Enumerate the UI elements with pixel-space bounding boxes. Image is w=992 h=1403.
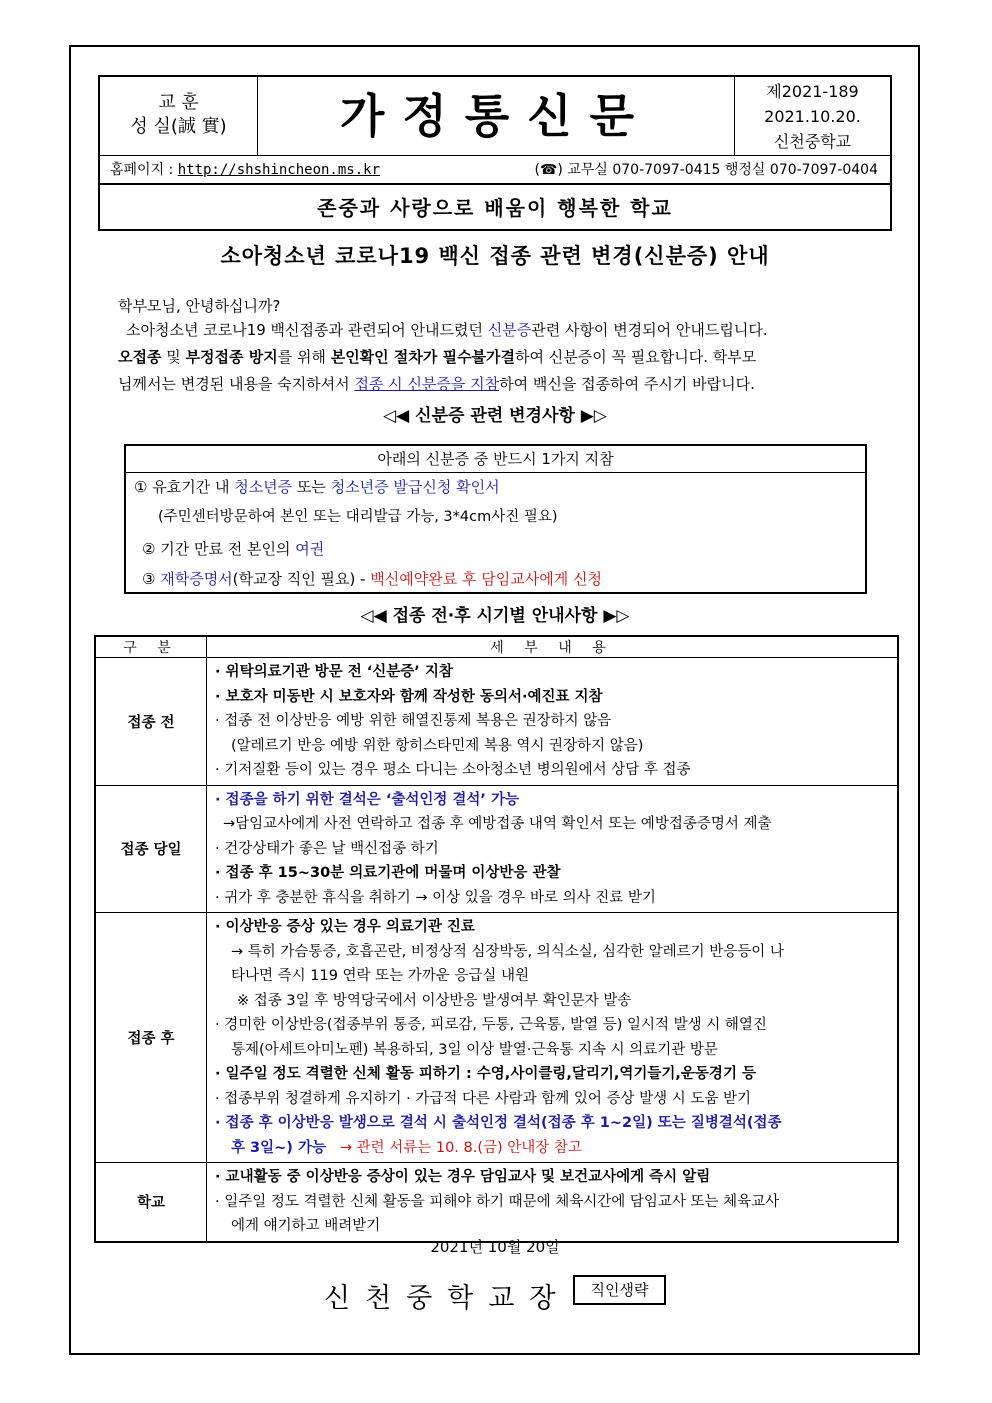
- id-option-1: [134, 476, 500, 498]
- list-item: → 특히 가슴통증, 호흡곤란, 비정상적 심장박동, 의식소실, 심각한 알레르기 반응등이 나: [231, 943, 784, 960]
- list-item: 통제(아세트아미노펜) 복용하되, 3일 이상 발열·근육통 지속 시 의료기관 방문: [231, 1041, 718, 1058]
- section-heading-id-changes: ◁◀ 신분증 관련 변경사항 ▶▷: [383, 406, 607, 426]
- list-item: · 일주일 정도 격렬한 신체 활동 피하기 : 수영,사이클링,달리기,역기들기,운동경기 등: [215, 1066, 757, 1082]
- list-item: · 접종 전 이상반응 예방 위한 해열진통제 복용은 권장하지 않음: [215, 713, 612, 729]
- text-span: 후 3일~) 가능: [231, 1139, 326, 1156]
- issue-number: 제2021-189: [766, 82, 859, 101]
- list-item: 에게 얘기하고 배려받기: [231, 1218, 381, 1234]
- id-box-heading: 아래의 신분증 중 반드시 1가지 지참: [126, 446, 865, 473]
- youth-card-application: 청소년증 발급신청 확인서: [330, 478, 500, 496]
- passport: 여권: [295, 540, 325, 558]
- list-item: · 귀가 후 충분한 휴식을 취하기 → 이상 있을 경우 바로 의사 진료 받기: [215, 889, 656, 906]
- vaccination-guide-table: [94, 635, 899, 1243]
- text-span: 또는: [292, 478, 331, 496]
- list-item: · 건강상태가 좋은 날 백신접종 하기: [215, 840, 439, 857]
- list-item: →담임교사에게 사전 연락하고 접종 후 예방접종 내역 확인서 또는 예방접종증명서 제출: [223, 816, 772, 832]
- seal-omitted-stamp: 직인생략: [573, 1275, 666, 1305]
- text-span: 를 위해: [277, 348, 331, 366]
- homepage: [110, 156, 380, 185]
- greeting: 학부모님, 안녕하십니까?: [118, 297, 281, 315]
- bold-misvaccination: 오접종: [118, 348, 162, 366]
- issue-date: 2021.10.20.: [764, 107, 861, 126]
- letter-header: [98, 75, 892, 231]
- list-item: · 접종부위 청결하게 유지하기 · 가급적 다른 사람과 함께 있어 증상 발생 시 도움 받기: [215, 1090, 751, 1107]
- related-docs-note: → 관련 서류는 10. 8.(금) 안내장 참고: [339, 1139, 582, 1156]
- list-item: · 보호자 미동반 시 보호자와 함께 작성한 동의서·예진표 지참: [215, 688, 603, 705]
- intro-paragraph-line3: [118, 371, 888, 398]
- highlight-id-card: 신분증: [487, 321, 532, 339]
- list-item: · 접종 후 15~30분 의료기관에 머물며 이상반응 관찰: [215, 865, 561, 881]
- motto-value: 성 실(誠 實): [130, 116, 227, 137]
- list-item: · 접종 후 이상반응 발생으로 결석 시 출석인정 결석(접종 후 1~2일) 또는 질병결석(접종: [215, 1115, 782, 1131]
- id-requirements-box: [124, 444, 867, 594]
- intro-paragraph-line2: [118, 344, 888, 371]
- table-row-before: [95, 658, 898, 786]
- row-details-school: [207, 1163, 899, 1242]
- text-span: ② 기간 만료 전 본인의: [142, 540, 296, 558]
- text-span: 관련 사항이 변경되어 안내드립니다.: [531, 321, 768, 339]
- homepage-link[interactable]: http://shshincheon.ms.kr: [177, 162, 381, 178]
- list-item: · 일주일 정도 격렬한 신체 활동을 피해야 하기 때문에 체육시간에 담임교사 또는 체육교사: [215, 1193, 780, 1210]
- text-span: 소아청소년 코로나19 백신접종과 관련되어 안내드렸던: [126, 321, 488, 339]
- row-details-day: [207, 785, 899, 913]
- text-span: 및: [161, 348, 186, 366]
- table-row-after: [95, 913, 898, 1163]
- phone-numbers: (☎) 교무실 070-7097-0415 행정실 070-7097-0404: [534, 162, 878, 178]
- request-to-homeroom-teacher: 백신예약완료 후 담임교사에게 신청: [370, 570, 602, 588]
- id-option-2: [142, 538, 324, 560]
- text-span: ① 유효기간 내: [134, 478, 235, 496]
- document-title: 소아청소년 코로나19 백신 접종 관련 변경(신분증) 안내: [220, 244, 770, 268]
- list-item: · 경미한 이상반응(접종부위 통증, 피로감, 두통, 근육통, 발열 등) 일시적 발생 시 해열진: [215, 1017, 767, 1033]
- row-label-school: 학교: [95, 1163, 207, 1242]
- table-header-row: [95, 636, 898, 658]
- list-item: · 접종을 하기 위한 결석은 ‘출석인정 결석’ 가능: [215, 791, 519, 808]
- row-details-after: [207, 913, 899, 1163]
- column-header-details: 세 부 내 용: [207, 636, 899, 658]
- row-details-before: [207, 658, 899, 786]
- list-item: ※ 접종 3일 후 방역당국에서 이상반응 발생여부 확인문자 발송: [237, 992, 632, 1009]
- list-item: · 교내활동 중 이상반응 증상이 있는 경우 담임교사 및 보건교사에게 즉시 알림: [215, 1169, 711, 1185]
- row-label-after: 접종 후: [95, 913, 207, 1163]
- issue-info: [734, 77, 890, 155]
- text-span: ③: [142, 570, 161, 588]
- row-label-before: 접종 전: [95, 658, 207, 786]
- text-span: 하여 신분증이 꼭 필요합니다. 학부모: [515, 348, 757, 366]
- text-span: 님께서는 변경된 내용을 숙지하셔서: [118, 375, 355, 393]
- id-option-1-note: (주민센터방문하여 본인 또는 대리발급 가능, 3*4cm사진 필요): [158, 509, 558, 525]
- homepage-label: 홈페이지 :: [110, 162, 174, 178]
- contact-row: [100, 156, 890, 185]
- id-option-3: [142, 568, 602, 590]
- text-span: 하여 백신을 접종하여 주시기 바랍니다.: [499, 375, 755, 393]
- school-name: 신천중학교: [773, 132, 852, 151]
- list-item: · 위탁의료기관 방문 전 ‘신분증’ 지참: [215, 664, 453, 680]
- bold-identity-check: 본인확인 절차가 필수불가결: [330, 348, 516, 366]
- issue-date-footer: 2021년 10월 20일: [430, 1238, 560, 1256]
- highlight-bring-id: 접종 시 신분증을 지참: [354, 375, 500, 393]
- list-item: · 이상반응 증상 있는 경우 의료기관 진료: [215, 919, 475, 935]
- text-span: (학교장 직인 필요) -: [232, 570, 371, 588]
- row-label-day: 접종 당일: [95, 785, 207, 913]
- section-heading-timeline: ◁◀ 접종 전·후 시기별 안내사항 ▶▷: [360, 606, 630, 626]
- list-item: (알레르기 반응 예방 위한 항히스타민제 복용 역시 권장하지 않음): [231, 737, 644, 754]
- school-slogan: 존중과 사랑으로 배움이 행복한 학교: [317, 196, 673, 220]
- column-header-category: 구 분: [95, 636, 207, 658]
- school-motto: [100, 77, 258, 155]
- table-row-day: [95, 785, 898, 913]
- bold-prevention: 부정접종 방지: [185, 348, 278, 366]
- list-item: · 기저질환 등이 있는 경우 평소 다니는 소아청소년 병의원에서 상담 후 접종: [215, 762, 691, 778]
- intro-paragraph-line1: [118, 317, 888, 344]
- enrollment-certificate: 재학증명서: [160, 570, 233, 588]
- list-item: 타나면 즉시 119 연락 또는 가까운 응급실 내원: [231, 968, 530, 984]
- list-item: [215, 1136, 891, 1161]
- motto-label: 교 훈: [158, 92, 199, 113]
- table-row-school: [95, 1163, 898, 1242]
- youth-card: 청소년증: [234, 478, 293, 496]
- letter-title: 가정통신문: [339, 89, 653, 143]
- principal-signature: 신천중학교장: [324, 1283, 571, 1314]
- header-top-row: [100, 77, 890, 156]
